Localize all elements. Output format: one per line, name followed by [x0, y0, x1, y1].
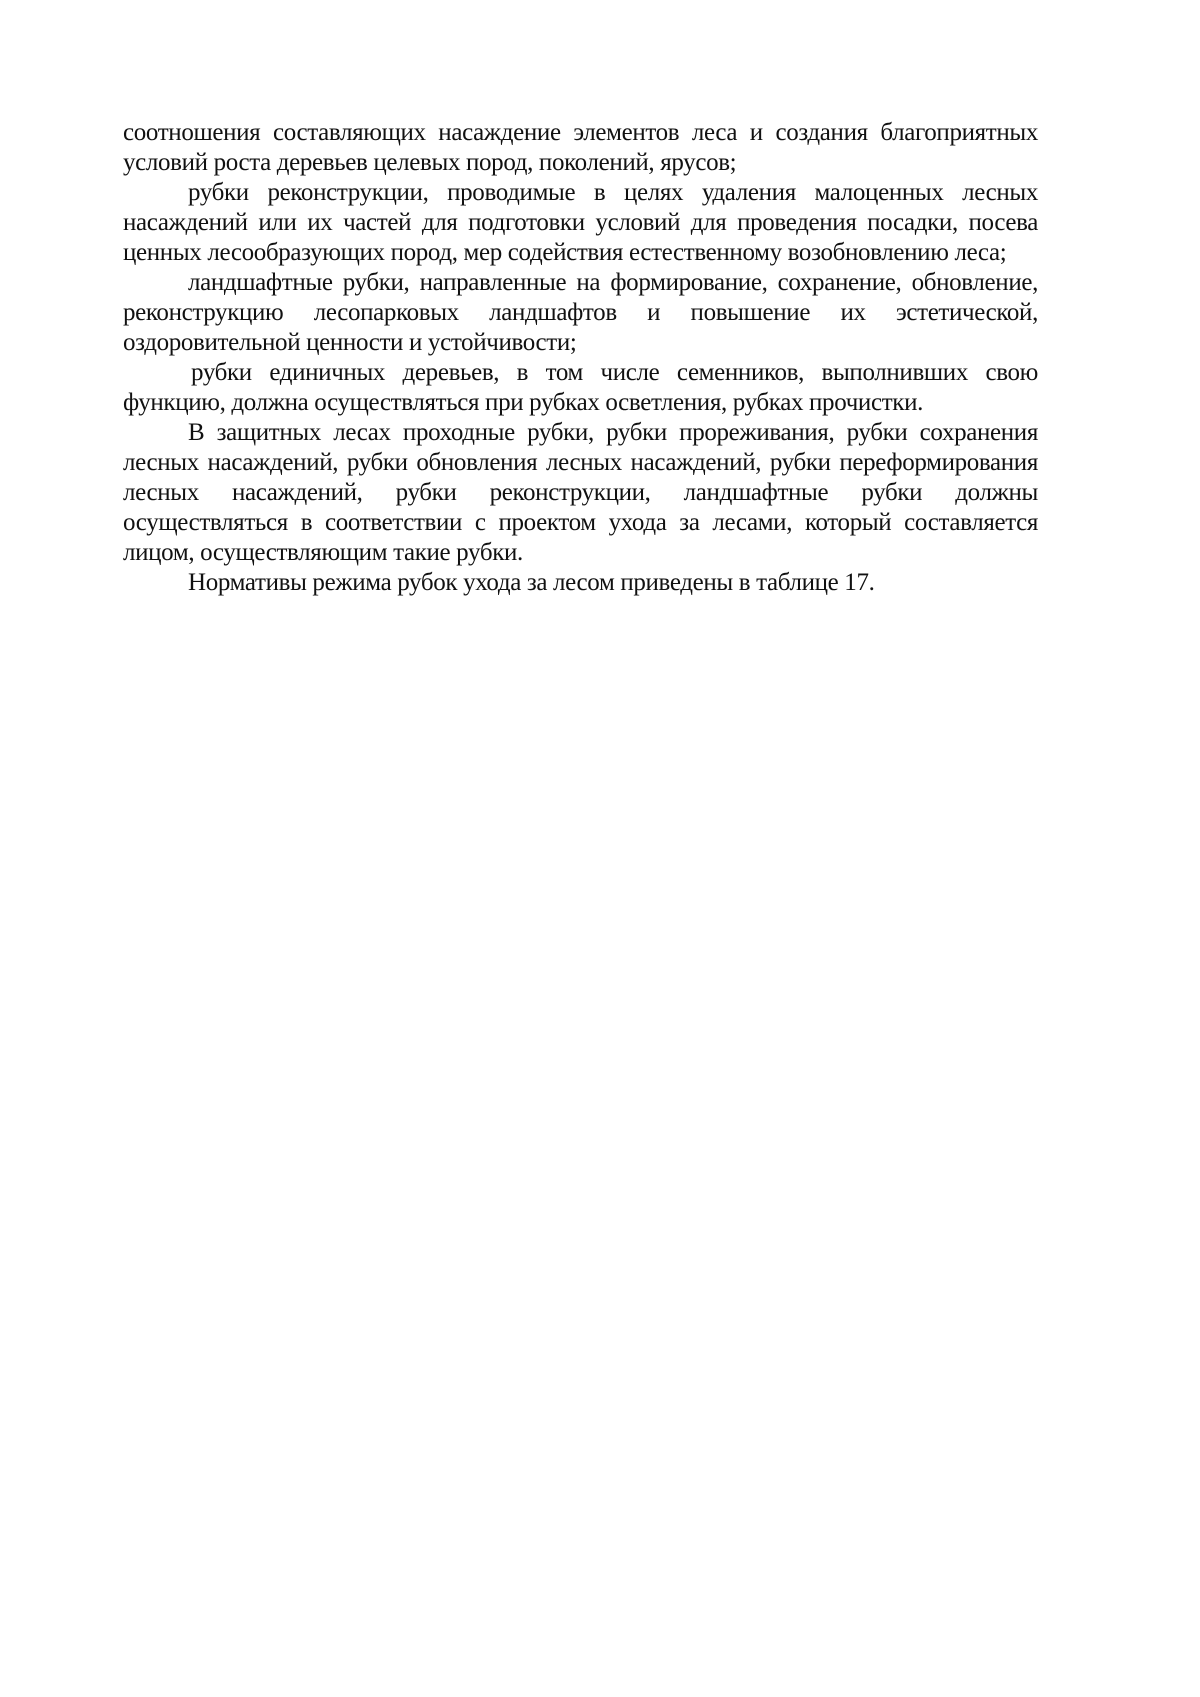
paragraph-protective-forests: В защитных лесах проходные рубки, рубки прореживания, рубки сохранения лесных насаждений, рубки обновления лесных насаждений, рубки переформирования лесных насаждений, рубки реконструкции, ландшафтные рубки должны осуществляться в соответствии с проектом ухода за лесами, который составляется лицом, осуществляющим такие рубки.: [123, 419, 1038, 566]
paragraph-landscape-cuttings: ландшафтные рубки, направленные на формирование, сохранение, обновление, реконструкцию лесопарковых ландшафтов и повышение их эстетической, оздоровительной ценности и устойчивости;: [123, 269, 1038, 356]
paragraph-table-reference: Нормативы режима рубок ухода за лесом приведены в таблице 17.: [188, 569, 875, 596]
paragraph-continuation: соотношения составляющих насаждение элементов леса и создания благоприятных условий роста деревьев целевых пород, поколений, ярусов;: [123, 119, 1038, 176]
paragraph-single-tree-cuttings: рубки единичных деревьев, в том числе семенников, выполнивших свою функцию, должна осуществляться при рубках осветления, рубках прочистки.: [123, 359, 1038, 416]
paragraph-reconstruction-cuttings: рубки реконструкции, проводимые в целях удаления малоценных лесных насаждений или их частей для подготовки условий для проведения посадки, посева ценных лесообразующих пород, мер содействия естественному возобновлению леса;: [123, 179, 1038, 266]
document-page: [123, 118, 1038, 598]
